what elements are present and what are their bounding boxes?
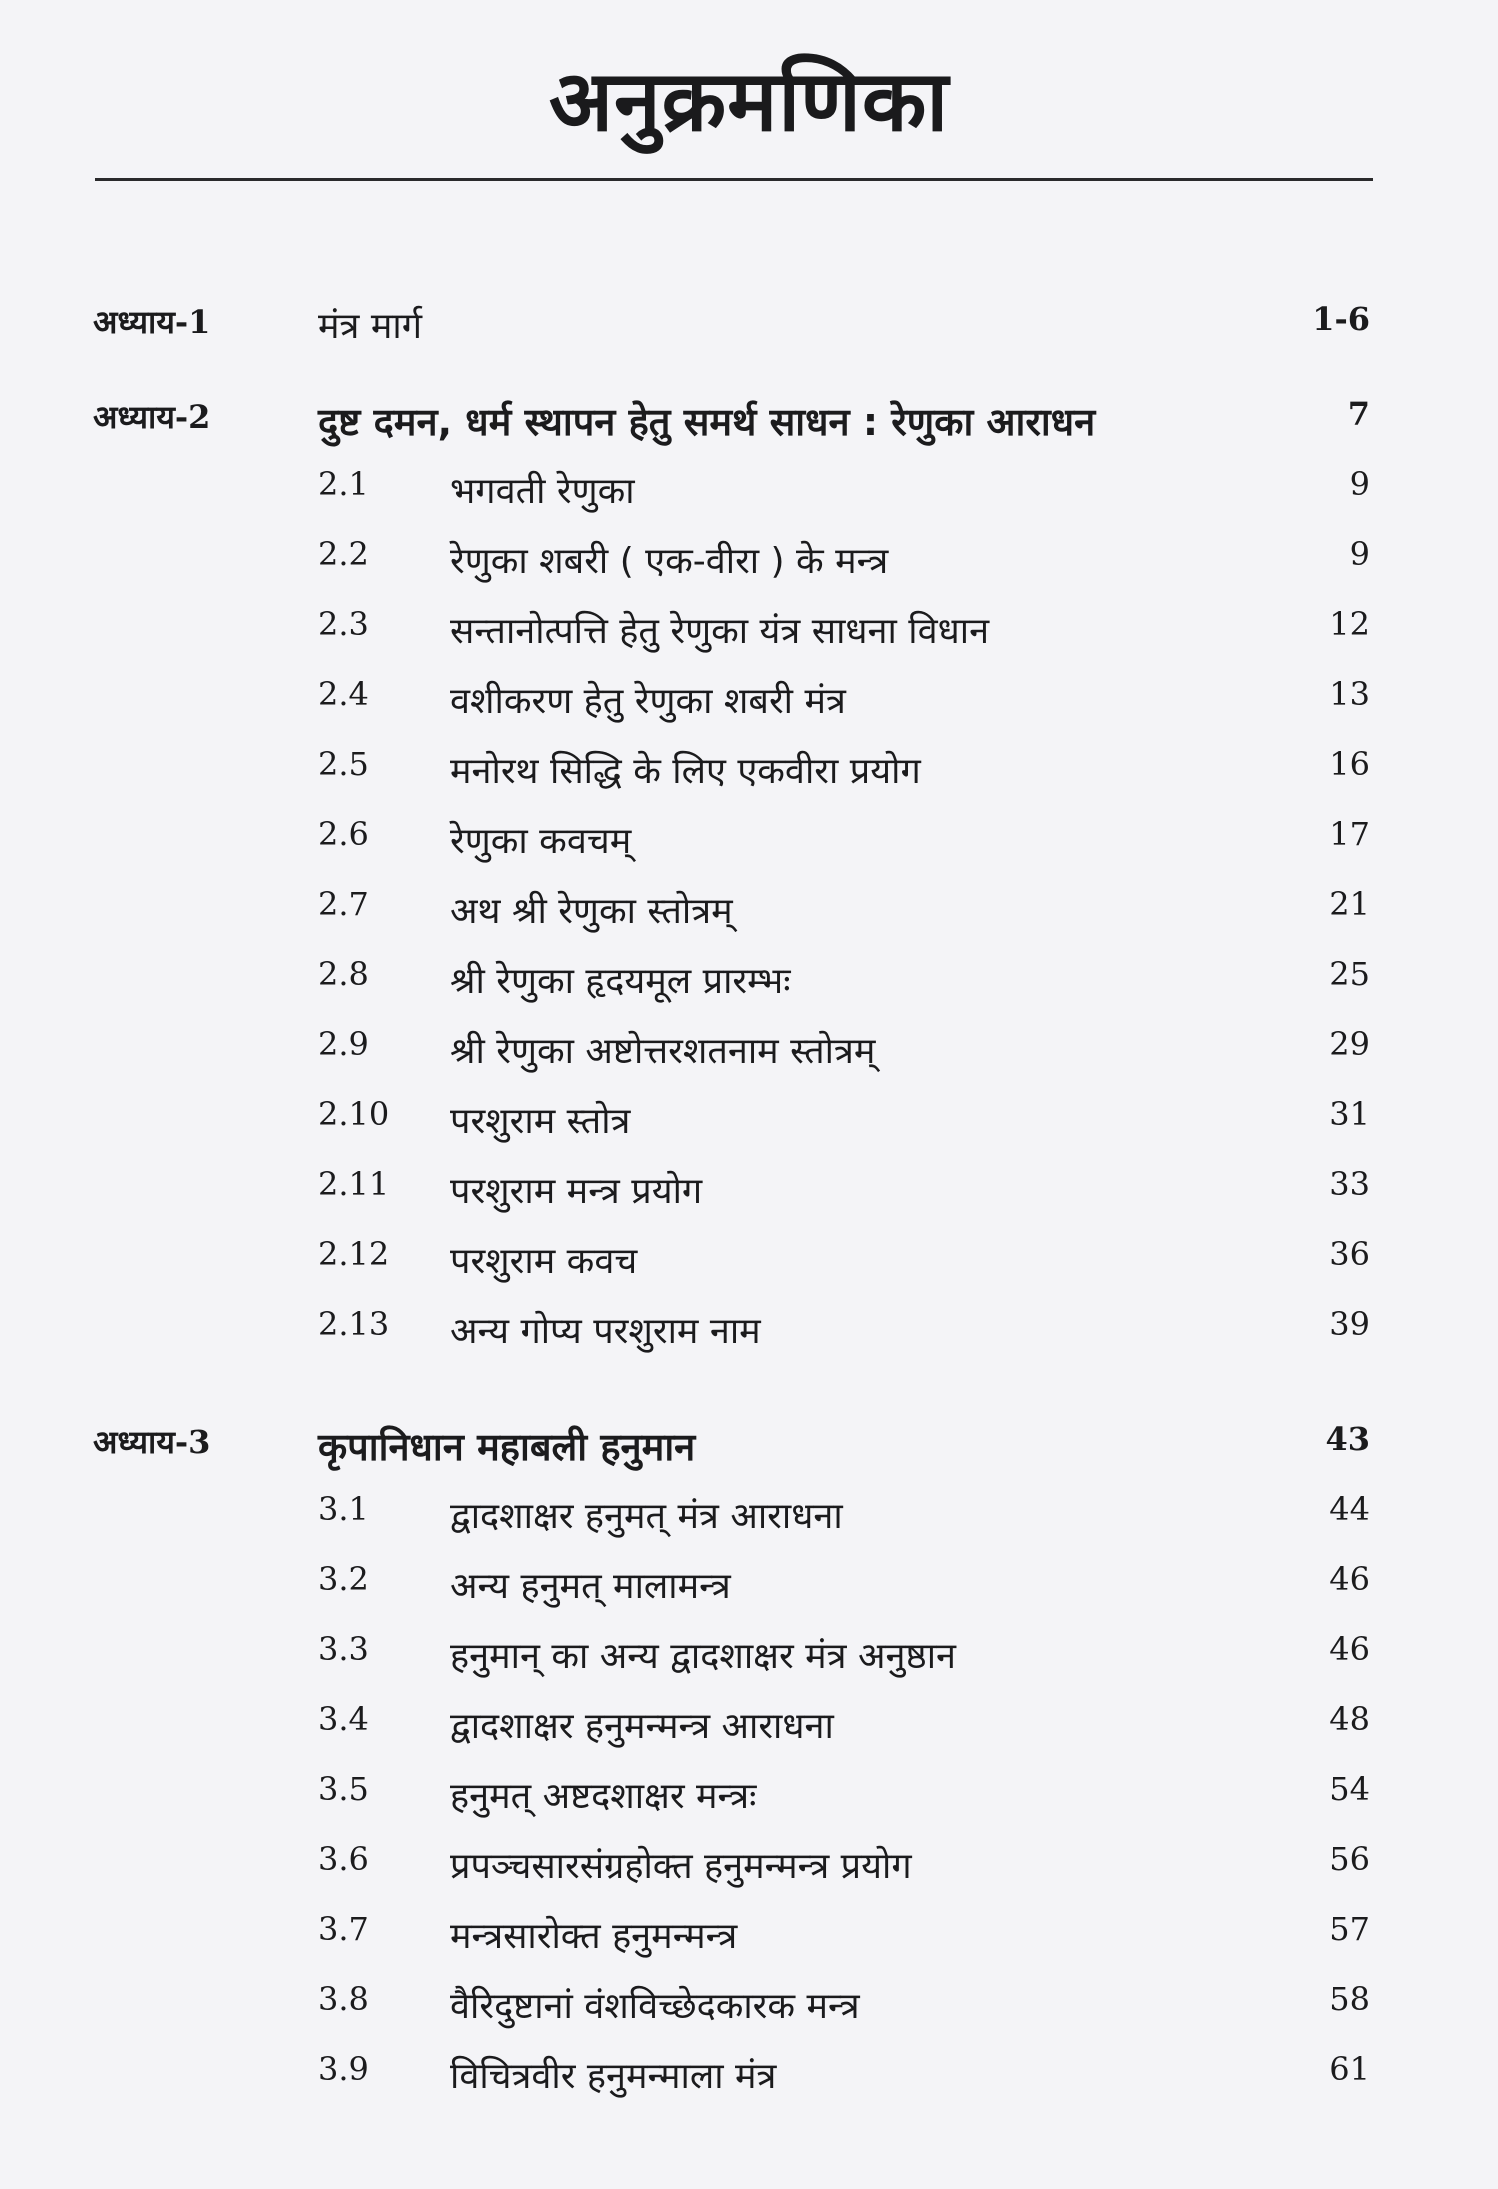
chapter-page-number: 1-6 <box>1312 300 1370 338</box>
chapter-page-number: 7 <box>1347 395 1370 433</box>
section-number: 3.6 <box>318 1840 369 1878</box>
section-row <box>0 1770 1498 1830</box>
section-page-number: 33 <box>1329 1165 1370 1203</box>
section-title: रेणुका शबरी ( एक-वीरा ) के मन्त्र <box>450 541 889 582</box>
section-number: 2.11 <box>318 1165 390 1203</box>
section-number: 3.9 <box>318 2050 369 2088</box>
section-row <box>0 885 1498 945</box>
section-row <box>0 745 1498 805</box>
section-page-number: 54 <box>1329 1770 1370 1808</box>
section-number: 3.5 <box>318 1770 369 1808</box>
section-page-number: 16 <box>1329 745 1370 783</box>
chapter-row <box>0 300 1498 360</box>
section-title: प्रपञ्चसारसंग्रहोक्त हनुमन्मन्त्र प्रयोग <box>450 1846 912 1887</box>
section-page-number: 61 <box>1329 2050 1370 2088</box>
section-row <box>0 1025 1498 1085</box>
section-title: हनुमान् का अन्य द्वादशाक्षर मंत्र अनुष्ठान <box>450 1636 956 1677</box>
section-number: 2.2 <box>318 535 369 573</box>
chapter-title: मंत्र मार्ग <box>318 306 422 347</box>
section-row <box>0 465 1498 525</box>
section-page-number: 44 <box>1329 1490 1370 1528</box>
section-title: अन्य गोप्य परशुराम नाम <box>450 1311 761 1352</box>
section-page-number: 57 <box>1329 1910 1370 1948</box>
section-row <box>0 1305 1498 1365</box>
section-page-number: 9 <box>1349 465 1370 503</box>
section-title: अथ श्री रेणुका स्तोत्रम् <box>450 891 733 932</box>
section-row <box>0 2050 1498 2110</box>
section-number: 2.8 <box>318 955 369 993</box>
section-title: मनोरथ सिद्धि के लिए एकवीरा प्रयोग <box>450 751 921 792</box>
section-page-number: 39 <box>1329 1305 1370 1343</box>
section-title: द्वादशाक्षर हनुमन्मन्त्र आराधना <box>450 1706 834 1747</box>
section-number: 2.9 <box>318 1025 369 1063</box>
section-page-number: 56 <box>1329 1840 1370 1878</box>
section-row <box>0 1980 1498 2040</box>
section-row <box>0 1840 1498 1900</box>
section-page-number: 46 <box>1329 1560 1370 1598</box>
section-row <box>0 1910 1498 1970</box>
section-page-number: 29 <box>1329 1025 1370 1063</box>
section-number: 3.2 <box>318 1560 369 1598</box>
section-row <box>0 1630 1498 1690</box>
section-title: विचित्रवीर हनुमन्माला मंत्र <box>450 2056 777 2097</box>
section-title: परशुराम कवच <box>450 1241 638 1282</box>
section-row <box>0 1095 1498 1155</box>
section-title: अन्य हनुमत् मालामन्त्र <box>450 1566 731 1607</box>
section-number: 2.1 <box>318 465 369 503</box>
section-row <box>0 1490 1498 1550</box>
section-number: 2.13 <box>318 1305 390 1343</box>
section-title: भगवती रेणुका <box>450 471 635 512</box>
section-title: रेणुका कवचम् <box>450 821 632 862</box>
section-title: मन्त्रसारोक्त हनुमन्मन्त्र <box>450 1916 738 1957</box>
section-title: परशुराम स्तोत्र <box>450 1101 631 1142</box>
section-title: वशीकरण हेतु रेणुका शबरी मंत्र <box>450 681 846 722</box>
page-title: अनुक्रमणिका <box>548 52 950 150</box>
section-page-number: 46 <box>1329 1630 1370 1668</box>
section-page-number: 48 <box>1329 1700 1370 1738</box>
section-number: 3.4 <box>318 1700 369 1738</box>
section-page-number: 9 <box>1349 535 1370 573</box>
chapter-row <box>0 395 1498 455</box>
section-number: 2.3 <box>318 605 369 643</box>
section-number: 2.12 <box>318 1235 390 1273</box>
section-title: श्री रेणुका अष्टोत्तरशतनाम स्तोत्रम् <box>450 1031 876 1072</box>
section-row <box>0 1560 1498 1620</box>
section-page-number: 21 <box>1329 885 1370 923</box>
section-row <box>0 675 1498 735</box>
chapter-title: कृपानिधान महाबली हनुमान <box>318 1425 696 1469</box>
section-title: द्वादशाक्षर हनुमत् मंत्र आराधना <box>450 1496 843 1537</box>
section-number: 3.8 <box>318 1980 369 2018</box>
chapter-label: अध्याय-3 <box>93 1423 211 1461</box>
section-number: 2.6 <box>318 815 369 853</box>
section-page-number: 36 <box>1329 1235 1370 1273</box>
section-number: 3.3 <box>318 1630 369 1668</box>
section-number: 2.5 <box>318 745 369 783</box>
section-row <box>0 1235 1498 1295</box>
section-number: 2.10 <box>318 1095 390 1133</box>
section-row <box>0 955 1498 1015</box>
section-row <box>0 535 1498 595</box>
section-page-number: 12 <box>1329 605 1370 643</box>
section-page-number: 17 <box>1329 815 1370 853</box>
section-page-number: 31 <box>1329 1095 1370 1133</box>
chapter-title: दुष्ट दमन, धर्म स्थापन हेतु समर्थ साधन : रेणुका आराधन <box>318 400 1096 444</box>
section-number: 3.7 <box>318 1910 369 1948</box>
chapter-label: अध्याय-1 <box>93 303 211 341</box>
section-number: 3.1 <box>318 1490 369 1528</box>
section-page-number: 25 <box>1329 955 1370 993</box>
section-page-number: 58 <box>1329 1980 1370 2018</box>
section-title: वैरिदुष्टानां वंशविच्छेदकारक मन्त्र <box>450 1986 860 2027</box>
section-number: 2.7 <box>318 885 369 923</box>
section-title: सन्तानोत्पत्ति हेतु रेणुका यंत्र साधना विधान <box>450 611 990 652</box>
section-row <box>0 1165 1498 1225</box>
section-number: 2.4 <box>318 675 369 713</box>
section-row <box>0 815 1498 875</box>
chapter-page-number: 43 <box>1325 1420 1370 1458</box>
section-row <box>0 1700 1498 1760</box>
chapter-row <box>0 1420 1498 1480</box>
chapter-label: अध्याय-2 <box>93 398 211 436</box>
section-row <box>0 605 1498 665</box>
section-title: हनुमत् अष्टदशाक्षर मन्त्रः <box>450 1776 757 1817</box>
section-title: परशुराम मन्त्र प्रयोग <box>450 1171 703 1212</box>
section-title: श्री रेणुका हृदयमूल प्रारम्भः <box>450 961 791 1002</box>
section-page-number: 13 <box>1329 675 1370 713</box>
